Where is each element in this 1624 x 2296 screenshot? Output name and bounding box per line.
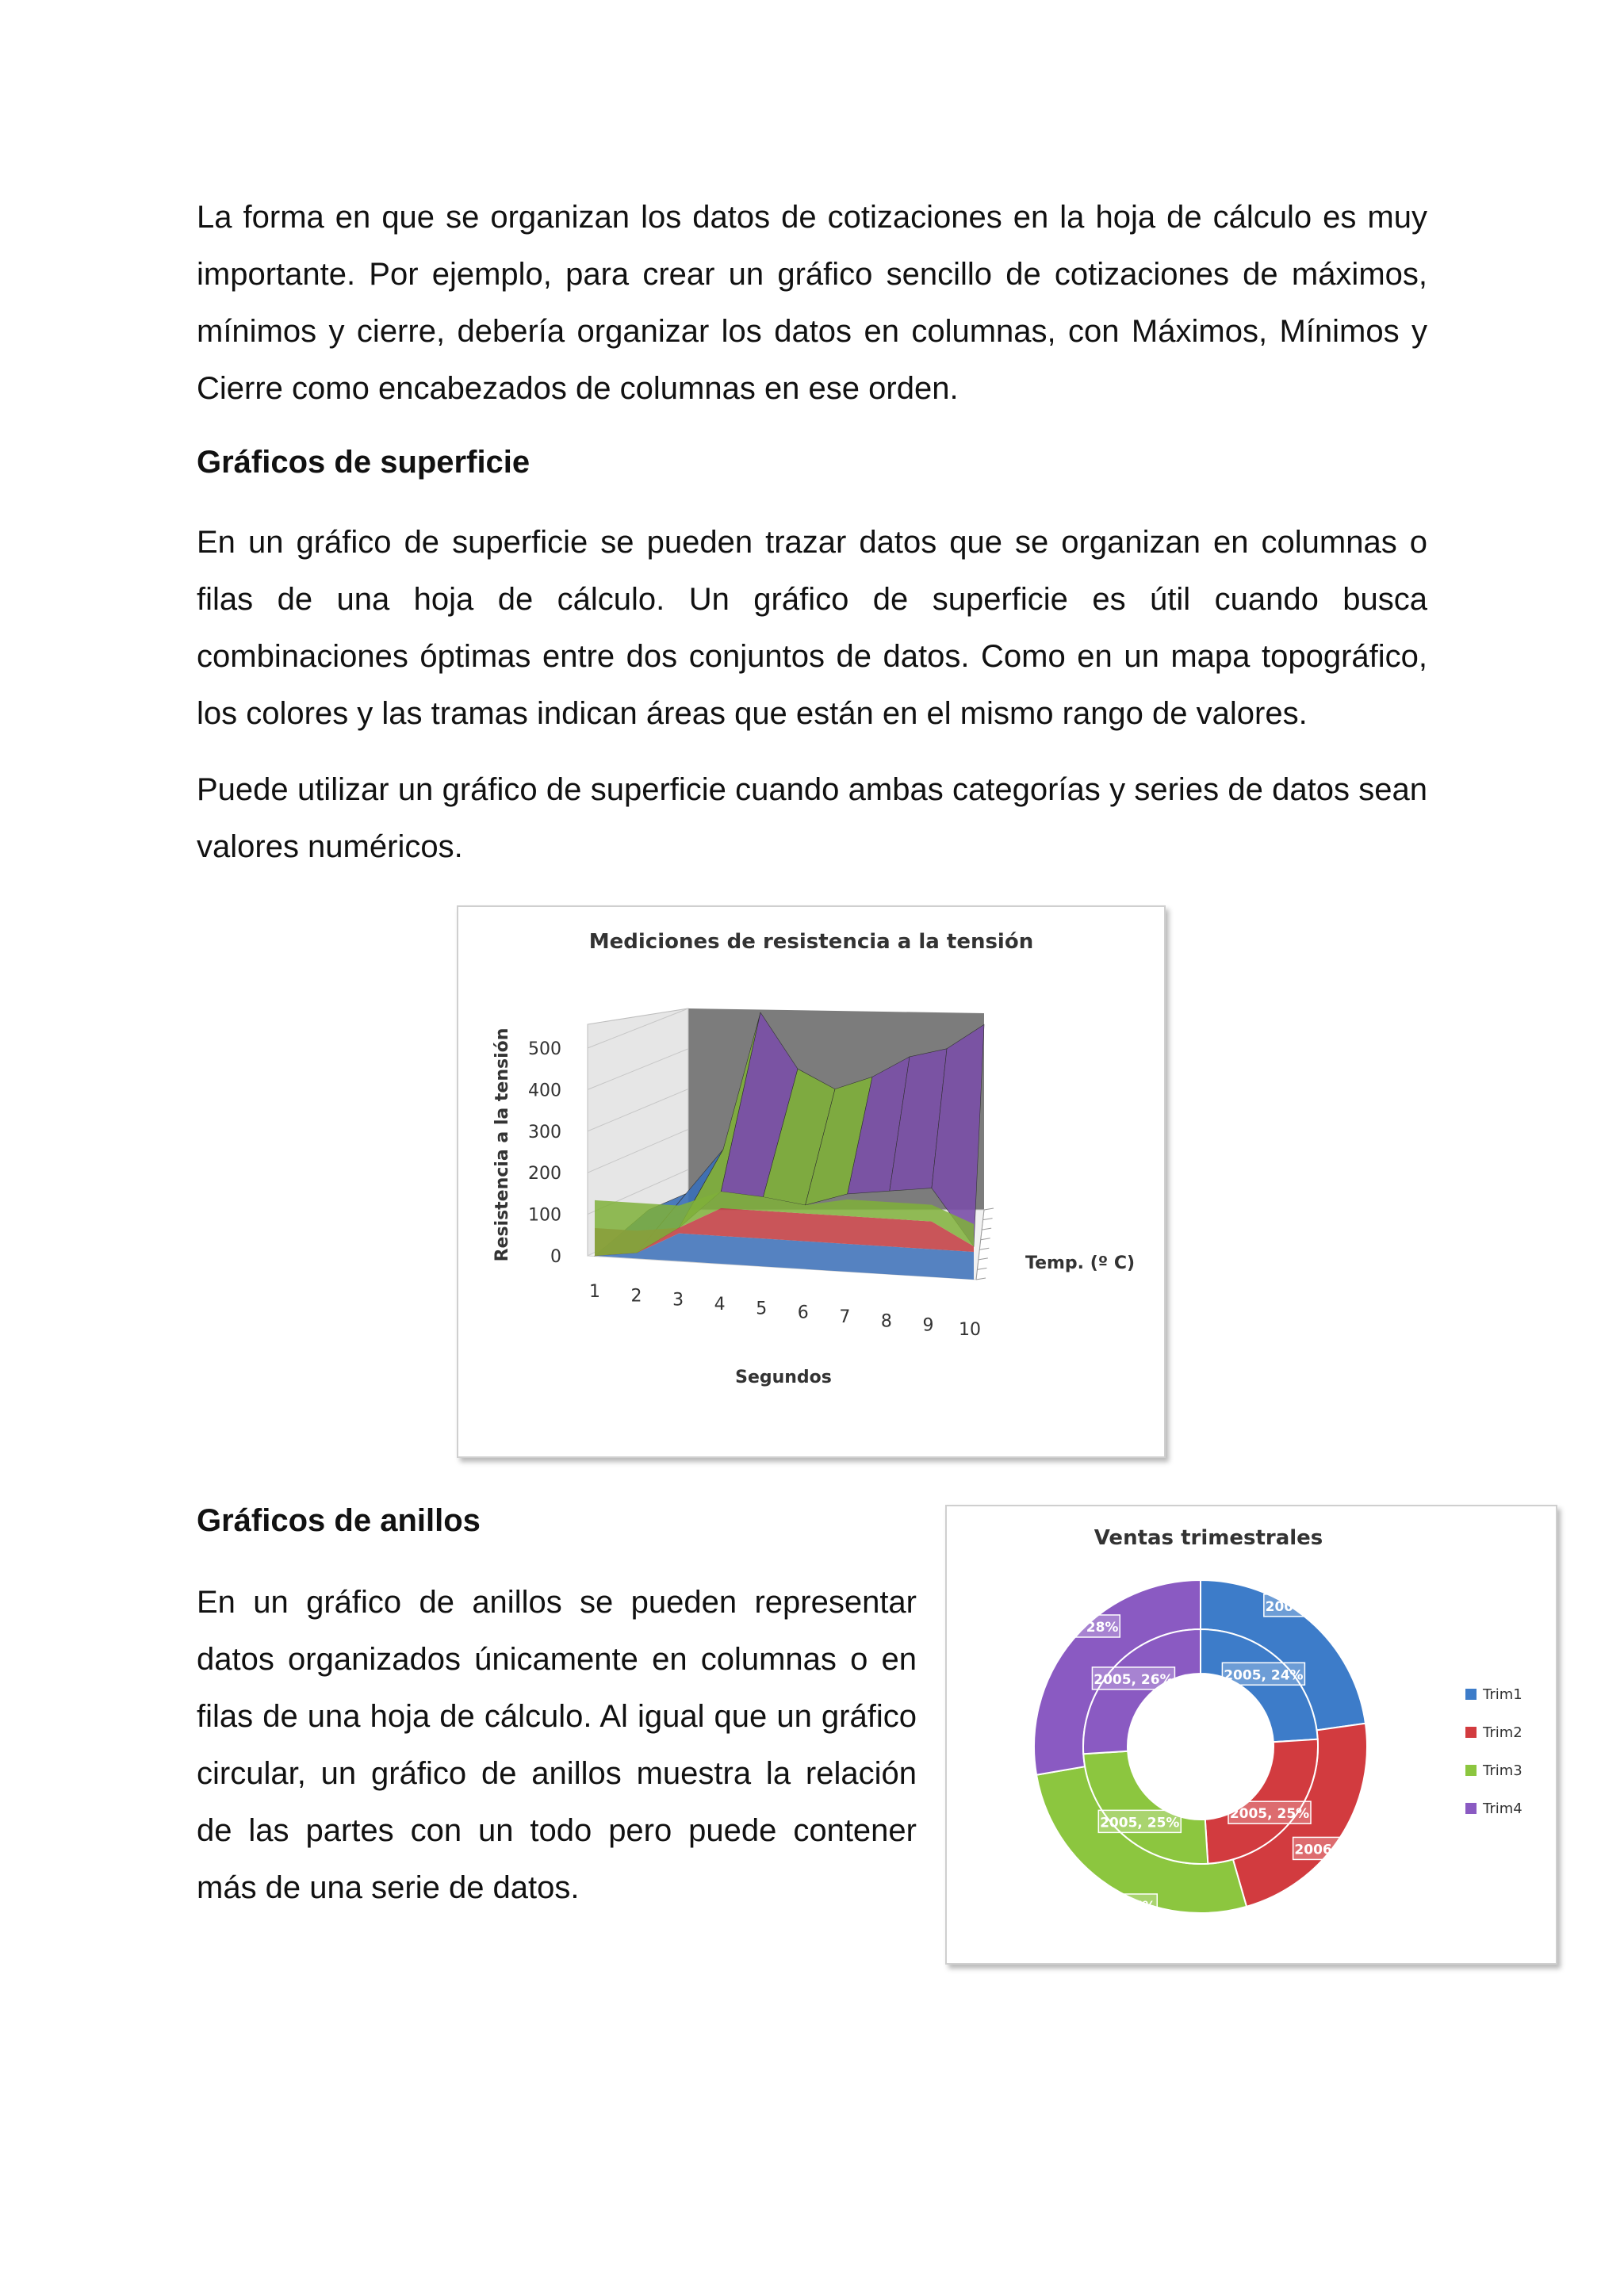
x-tick-label: 5 [756, 1299, 768, 1319]
data-label: 2006, 23% [1294, 1842, 1374, 1858]
intro-paragraph: La forma en que se organizan los datos de cotizaciones en la hoja de cálculo es muy importante. Por ejemplo, para crear un gráfico sencillo de cotizaciones de máximos, mínimos y cierre, debería organizar los datos en columnas, con Máximos, Mínimos y Cierre como encabezados de columnas en ese orden. [197, 200, 1427, 406]
depth-tick [979, 1258, 988, 1260]
depth-tick [979, 1248, 989, 1249]
y-axis-label: Resistencia a la tensión [492, 1027, 512, 1262]
y-tick-label: 500 [528, 1039, 561, 1059]
doughnut-chart [945, 1505, 1557, 1965]
depth-tick [982, 1228, 991, 1230]
x-tick-label: 1 [589, 1282, 600, 1302]
y-tick-label: 400 [528, 1081, 561, 1101]
legend-swatch [1465, 1727, 1477, 1738]
data-label: 2005, 25% [1229, 1806, 1310, 1823]
data-label: 2005, 24% [1224, 1667, 1304, 1684]
legend-swatch [1465, 1803, 1477, 1814]
x-tick-label: 9 [922, 1315, 934, 1336]
data-label: 2006, 28% [1039, 1619, 1119, 1636]
doughnut-chart-title: Ventas trimestrales [1094, 1526, 1323, 1550]
data-label: 2005, 25% [1100, 1815, 1180, 1831]
depth-tick [981, 1238, 990, 1240]
surface-usage-paragraph: Puede utilizar un gráfico de superficie cuando ambas categorías y series de datos sean valores numéricos. [197, 772, 1427, 864]
legend-label: Trim2 [1483, 1724, 1522, 1741]
x-tick-label: 10 [959, 1320, 981, 1340]
data-label: 2006, 23% [1265, 1598, 1346, 1615]
x-tick-label: 8 [880, 1311, 892, 1332]
legend-swatch [1465, 1689, 1477, 1700]
doughnut-paragraph: En un gráfico de anillos se pueden representar datos organizados únicamente en columnas o en filas de una hoja de cálculo. Al igual que un gráfico circular, un gráfico de anillos muestra la relación de las partes con un todo pero puede contener más de una serie de datos. [197, 1585, 917, 1905]
y-tick-label: 300 [528, 1122, 561, 1142]
x-tick-label: 7 [839, 1307, 851, 1327]
y-tick-label: 200 [528, 1164, 561, 1184]
surface-paragraph: En un gráfico de superficie se pueden trazar datos que se organizan en columnas o filas de una hoja de cálculo. Un gráfico de superficie es útil cuando busca combinaciones óptimas entre dos conjuntos de datos. Como en un mapa topográfico, los colores y las tramas indican áreas que están en el mismo rango de valores. [197, 525, 1427, 731]
x-tick-label: 2 [630, 1286, 642, 1307]
depth-tick [976, 1278, 986, 1280]
doughnut-chart-svg [947, 1506, 1556, 1963]
y-tick-label: 0 [550, 1247, 561, 1267]
legend-label: Trim1 [1483, 1686, 1522, 1703]
z-axis-label: Temp. (º C) [1025, 1253, 1136, 1273]
depth-tick [983, 1219, 993, 1220]
x-tick-label: 3 [672, 1290, 684, 1311]
surface-chart [457, 905, 1166, 1458]
x-axis-label: Segundos [735, 1368, 832, 1387]
surface-chart-title: Mediciones de resistencia a la tensión [588, 930, 1034, 954]
doughnut-heading: Gráficos de anillos [197, 1503, 481, 1538]
legend-label: Trim4 [1483, 1800, 1522, 1817]
surface-heading: Gráficos de superficie [197, 445, 530, 480]
x-tick-label: 6 [797, 1303, 809, 1323]
legend-swatch [1465, 1765, 1477, 1776]
y-tick-label: 100 [528, 1205, 561, 1226]
legend-label: Trim3 [1483, 1762, 1522, 1779]
data-label: 2005, 26% [1094, 1671, 1174, 1688]
data-label: 2006, 27% [1076, 1898, 1156, 1915]
depth-tick [977, 1268, 986, 1269]
x-tick-label: 4 [714, 1295, 726, 1314]
surface-chart-svg [458, 907, 1164, 1456]
depth-tick [984, 1208, 994, 1210]
